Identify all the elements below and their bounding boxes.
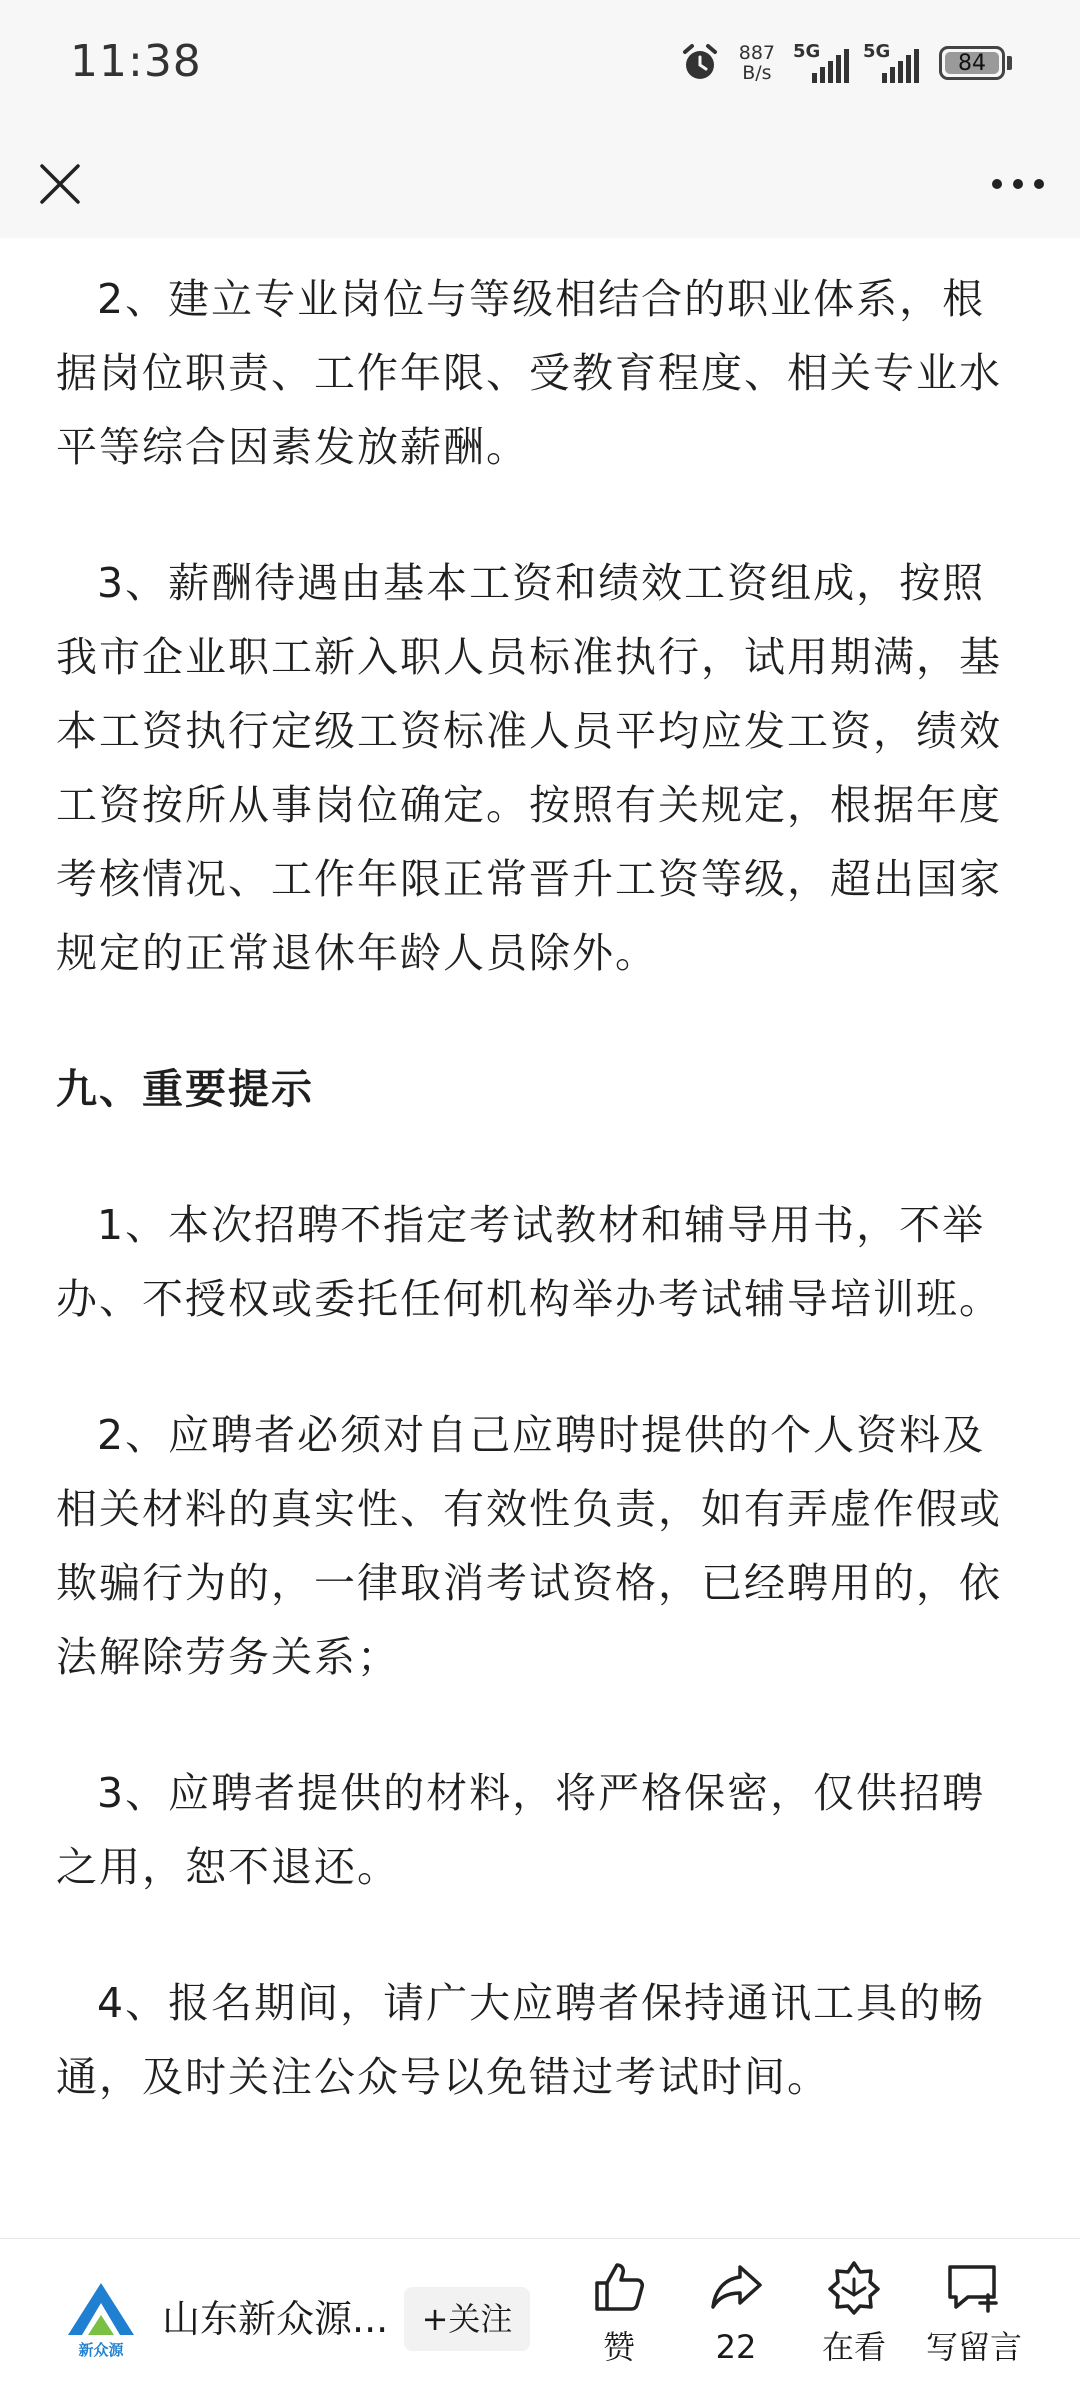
status-bar — [0, 0, 1080, 130]
watching-label: 在看 — [821, 2328, 886, 2366]
article-body — [56, 262, 1024, 2176]
network-speed-unit: B/s — [742, 62, 772, 84]
comment-add-icon — [944, 2259, 1004, 2315]
more-options-button[interactable] — [978, 152, 1058, 216]
bottom-action-bar — [0, 2238, 1080, 2399]
article-paragraph: 2、建立专业岗位与等级相结合的职业体系，根据岗位职责、工作年限、受教育程度、相关专业水平等综合因素发放薪酬。 — [56, 275, 1002, 471]
article-paragraph: 2、应聘者必须对自己应聘时提供的个人资料及相关材料的真实性、有效性负责，如有弄虚作假或欺骗行为的，一律取消考试资格，已经聘用的，依法解除劳务关系； — [56, 1411, 1002, 1681]
network-speed — [739, 43, 775, 83]
account-avatar[interactable] — [58, 2279, 144, 2365]
status-icons — [679, 38, 1012, 88]
share-button[interactable] — [671, 2259, 801, 2369]
status-time: 11:38 — [70, 36, 202, 87]
share-count: 22 — [715, 2328, 757, 2366]
alarm-clock-icon — [679, 42, 721, 84]
article-paragraph: 4、报名期间，请广大应聘者保持通讯工具的畅通，及时关注公众号以免错过考试时间。 — [56, 1979, 986, 2101]
network-speed-value: 887 — [738, 42, 775, 64]
like-button[interactable] — [554, 2259, 684, 2369]
article-paragraph: 3、薪酬待遇由基本工资和绩效工资组成，按照我市企业职工新入职人员标准执行，试用期满，基本工资执行定级工资标准人员平均应发工资，绩效工资按所从事岗位确定。按照有关规定，根据年度考核情况、工作年限正常晋升工资等级，超出国家规定的正常退休年龄人员除外。 — [56, 559, 1002, 977]
write-comment-label: 写留言 — [925, 2328, 1022, 2366]
article-paragraph: 3、应聘者提供的材料，将严格保密，仅供招聘之用，恕不退还。 — [56, 1769, 986, 1891]
thumbs-up-icon — [591, 2259, 647, 2315]
follow-button[interactable]: +关注 — [404, 2287, 530, 2351]
watching-button[interactable] — [789, 2259, 919, 2369]
watching-star-icon — [826, 2259, 882, 2315]
signal-1-label: 5G — [793, 41, 821, 62]
close-button[interactable] — [28, 152, 92, 216]
more-icon — [991, 178, 1045, 190]
share-arrow-icon — [708, 2259, 764, 2315]
signal-2-label: 5G — [863, 41, 891, 62]
battery-icon — [939, 46, 1012, 80]
battery-level: 84 — [945, 52, 999, 74]
close-icon — [38, 162, 82, 206]
account-logo-icon — [58, 2279, 144, 2365]
section-heading: 九、重要提示 — [56, 1065, 314, 1113]
signal-strength-icon-1 — [793, 41, 849, 85]
signal-strength-icon-2 — [863, 41, 919, 85]
nav-bar — [0, 130, 1080, 238]
article-paragraph: 1、本次招聘不指定考试教材和辅导用书，不举办、不授权或委托任何机构举办考试辅导培训班。 — [56, 1201, 1002, 1323]
like-label: 赞 — [602, 2328, 635, 2366]
write-comment-button[interactable] — [909, 2259, 1039, 2369]
account-logo-text: 新众源 — [78, 2341, 124, 2359]
account-name[interactable]: 山东新众源... — [162, 2297, 389, 2341]
